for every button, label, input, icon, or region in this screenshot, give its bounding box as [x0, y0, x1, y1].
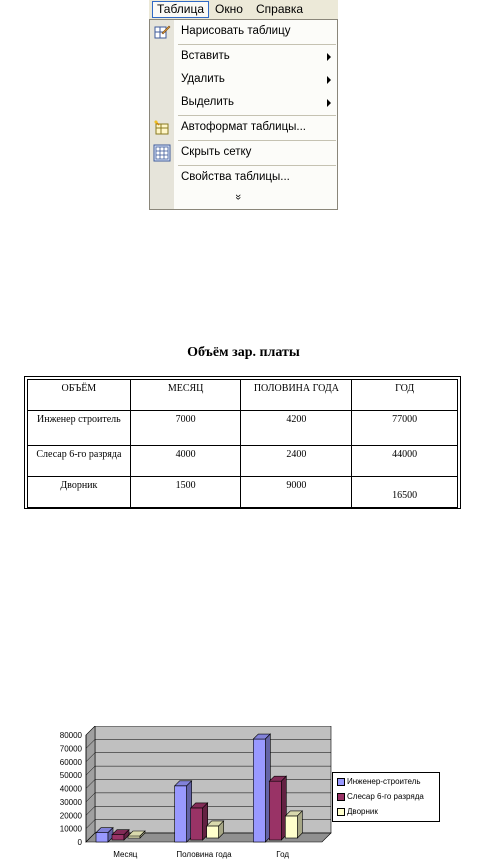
menu-separator [178, 165, 336, 166]
menu-item-label: Вставить [181, 50, 230, 62]
table-menu-screenshot [149, 0, 338, 210]
menubar-window[interactable]: Окно [215, 2, 243, 16]
y-tick-label: 30000 [59, 797, 82, 807]
submenu-arrow-icon [327, 76, 331, 84]
menu-separator [178, 115, 336, 116]
table-title: Объём зар. платы [187, 345, 300, 360]
header-cell: ОБЪЁМ [28, 380, 131, 411]
y-tick-label: 70000 [59, 744, 82, 754]
menu-item-delete[interactable] [150, 69, 337, 91]
bar-side [297, 811, 302, 838]
grid-icon [153, 144, 171, 162]
table-cell: 2400 [241, 446, 352, 477]
x-category-label: Год [276, 850, 290, 859]
menubar [149, 0, 338, 20]
table-cell: 9000 [241, 477, 352, 508]
table-cell: 4200 [241, 411, 352, 446]
x-category-label: Месяц [113, 850, 138, 859]
menu-item-label: Выделить [181, 96, 235, 108]
bar [253, 739, 265, 842]
y-tick-label: 10000 [59, 824, 82, 834]
y-tick-label: 50000 [59, 771, 82, 781]
table-cell: Слесар 6-го разряда [28, 446, 131, 477]
table-row [28, 411, 458, 446]
bar [96, 833, 108, 842]
legend-swatch [337, 793, 345, 801]
x-category-label: Половина года [176, 850, 232, 859]
menu-item-draw-table[interactable] [150, 21, 337, 43]
legend-label: Инженер-строитель [347, 777, 421, 786]
header-cell: ГОД [352, 380, 458, 411]
y-tick-label: 20000 [59, 811, 82, 821]
table-cell: 77000 [352, 411, 458, 446]
menu-item-label: Автоформат таблицы... [181, 121, 307, 133]
table-cell: 7000 [130, 411, 241, 446]
header-cell: МЕСЯЦ [130, 380, 241, 411]
table-header-row [28, 380, 458, 411]
menu-item-table-properties[interactable] [150, 167, 337, 189]
menu-item-label: Свойства таблицы... [181, 171, 290, 183]
bar [112, 835, 124, 840]
bar-chart-svg [50, 726, 335, 863]
y-tick-label: 0 [77, 838, 82, 847]
header-cell: ПОЛОВИНА ГОДА [241, 380, 352, 411]
y-tick-label: 80000 [59, 731, 82, 740]
bar [175, 786, 187, 842]
table-cell: 4000 [130, 446, 241, 477]
table-cell: Инженер строитель [28, 411, 131, 446]
pencil-table-icon [153, 23, 171, 41]
bar [128, 836, 140, 838]
table-row [28, 477, 458, 508]
chart-legend [332, 772, 440, 822]
salary-table [24, 376, 461, 509]
submenu-arrow-icon [327, 53, 331, 61]
bar [285, 816, 297, 838]
expand-menu-chevron-icon[interactable]: » [232, 193, 245, 201]
menubar-table[interactable]: Таблица [152, 1, 209, 18]
autoformat-icon [153, 119, 171, 137]
y-tick-label: 60000 [59, 757, 82, 767]
table-row [28, 446, 458, 477]
menu-item-select[interactable] [150, 92, 337, 114]
legend-swatch [337, 778, 345, 786]
menu-item-label: Нарисовать таблицу [181, 25, 291, 37]
submenu-arrow-icon [327, 99, 331, 107]
table-cell: 44000 [352, 446, 458, 477]
table-cell: Дворник [28, 477, 131, 508]
menu-separator [178, 44, 336, 45]
legend-label: Дворник [347, 807, 378, 816]
bar [191, 808, 203, 840]
menu-item-insert[interactable] [150, 46, 337, 68]
table-menu [149, 19, 338, 210]
menu-separator [178, 140, 336, 141]
menubar-help[interactable]: Справка [256, 2, 304, 16]
menu-item-hide-grid[interactable] [150, 142, 337, 164]
bar [269, 781, 281, 840]
table-cell: 1500 [130, 477, 241, 508]
bar [207, 826, 219, 838]
y-tick-label: 40000 [59, 784, 82, 794]
menu-item-autoformat[interactable] [150, 117, 337, 139]
table-cell: 16500 [352, 477, 458, 508]
legend-label: Слесар 6-го разряда [347, 792, 424, 801]
legend-swatch [337, 808, 345, 816]
menu-item-label: Скрыть сетку [181, 146, 252, 158]
menu-item-label: Удалить [181, 73, 225, 85]
